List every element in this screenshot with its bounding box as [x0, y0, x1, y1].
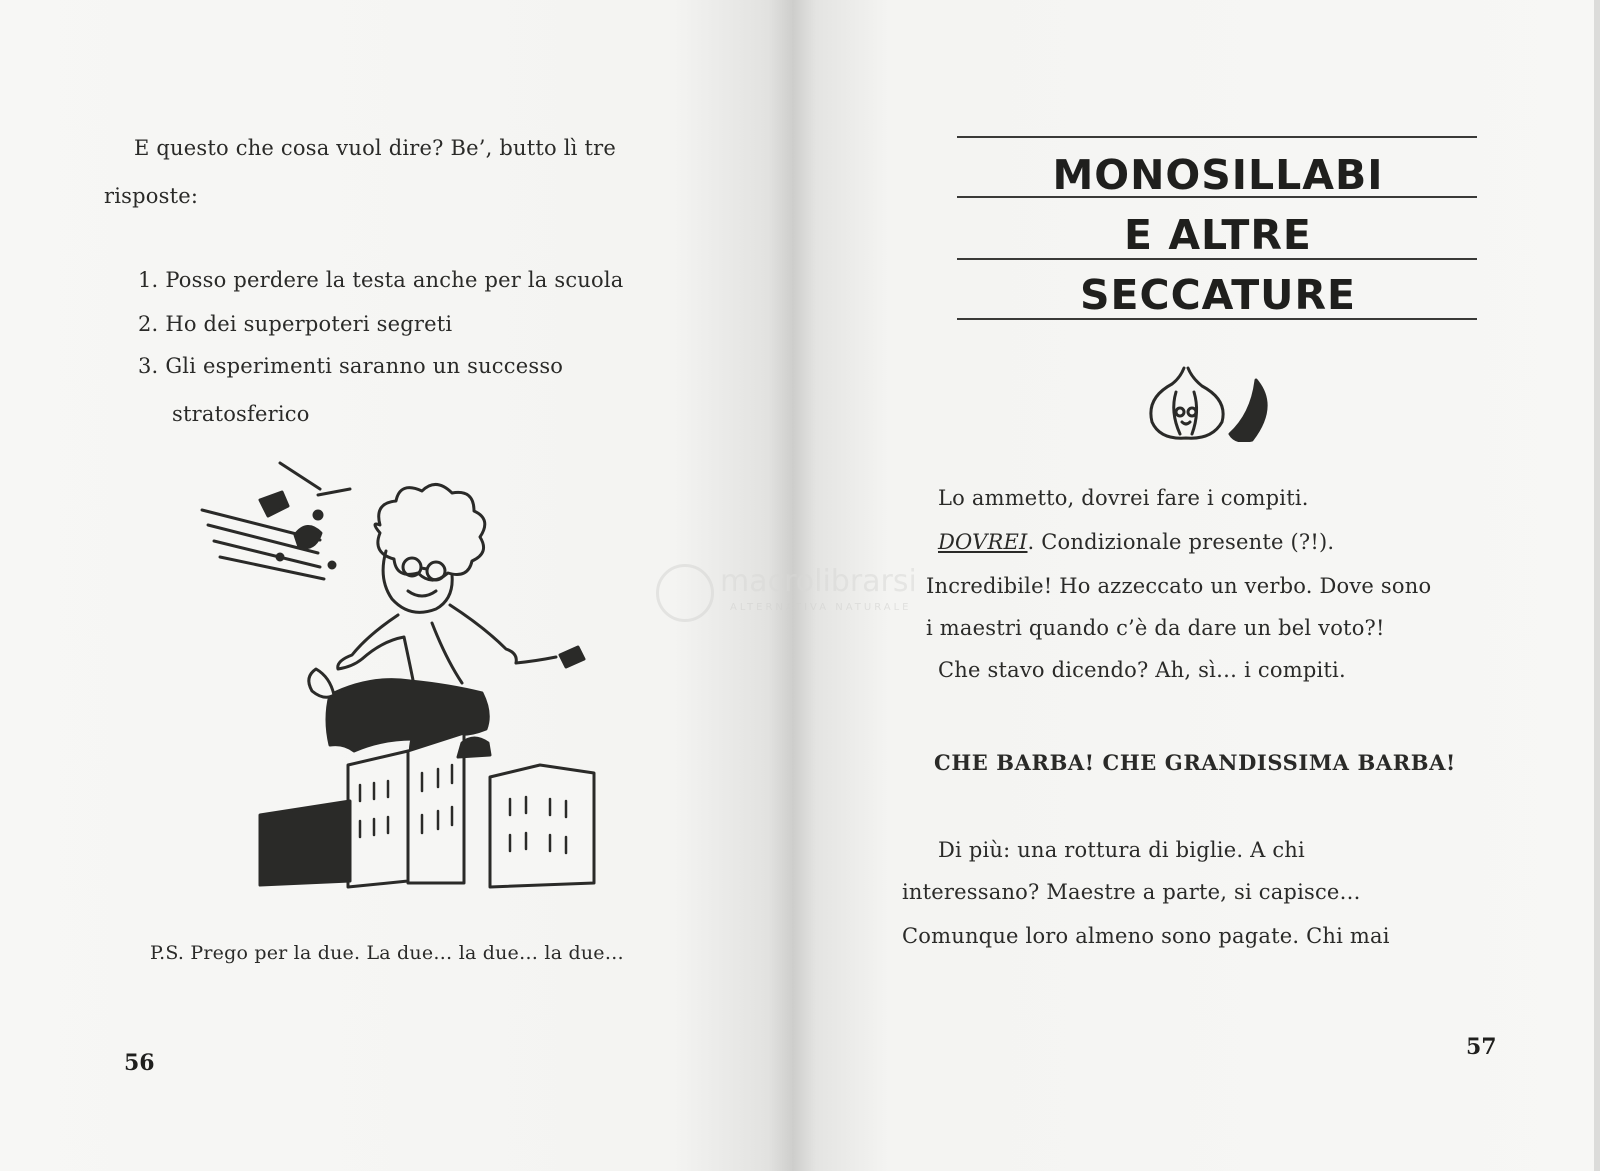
paragraph-line: Di più: una rottura di biglie. A chi: [938, 838, 1305, 862]
shout-line: CHE BARBA! CHE GRANDISSIMA BARBA!: [934, 750, 1456, 775]
paragraph-line: Incredibile! Ho azzeccato un verbo. Dove sono: [926, 574, 1432, 598]
paragraph-line: [938, 530, 1334, 554]
list-item: [138, 268, 624, 292]
title-rule-top: [957, 136, 1477, 138]
watermark-brand: macrolibrarsi: [720, 564, 917, 599]
watermark-logo-icon: [656, 564, 714, 622]
list-item-text: Gli esperimenti saranno un successo: [165, 354, 564, 378]
page-number-right: 57: [1466, 1034, 1497, 1060]
garlic-character-icon: [1136, 362, 1286, 442]
paragraph-line: Comunque loro almeno sono pagate. Chi mai: [902, 924, 1390, 948]
list-item-continuation: stratosferico: [172, 402, 310, 426]
watermark: [656, 560, 946, 620]
postscript: P.S. Prego per la due. La due… la due… la due…: [150, 942, 624, 964]
chapter-title-line-2: E ALTRE: [1124, 211, 1312, 259]
page-number-left: 56: [124, 1050, 155, 1076]
paragraph-line: interessano? Maestre a parte, si capisce…: [902, 880, 1361, 904]
chapter-title-line-1: MONOSILLABI: [1052, 151, 1384, 199]
list-item-number: 1.: [138, 268, 159, 292]
list-item: [138, 354, 563, 378]
paragraph-line: Che stavo dicendo? Ah, sì… i compiti.: [938, 658, 1346, 682]
intro-line-2: risposte:: [104, 184, 199, 208]
list-item-text: Ho dei superpoteri segreti: [165, 312, 453, 336]
emphasized-word: DOVREI: [938, 530, 1028, 554]
paragraph-line: Lo ammetto, dovrei fare i compiti.: [938, 486, 1309, 510]
list-item-number: 3.: [138, 354, 159, 378]
list-item-number: 2.: [138, 312, 159, 336]
list-item-text: Posso perdere la testa anche per la scuola: [165, 268, 624, 292]
list-item: [138, 312, 452, 336]
watermark-tagline: ALTERNATIVA NATURALE: [730, 602, 912, 613]
paragraph-text: . Condizionale presente (?!).: [1027, 530, 1335, 554]
chapter-title-line-3: SECCATURE: [1079, 271, 1357, 319]
intro-line-1: E questo che cosa vuol dire? Be’, butto lì tre: [134, 136, 616, 160]
boy-kicking-buildings-illustration: [200, 455, 620, 895]
paragraph-line: i maestri quando c’è da dare un bel voto?!: [926, 616, 1385, 640]
